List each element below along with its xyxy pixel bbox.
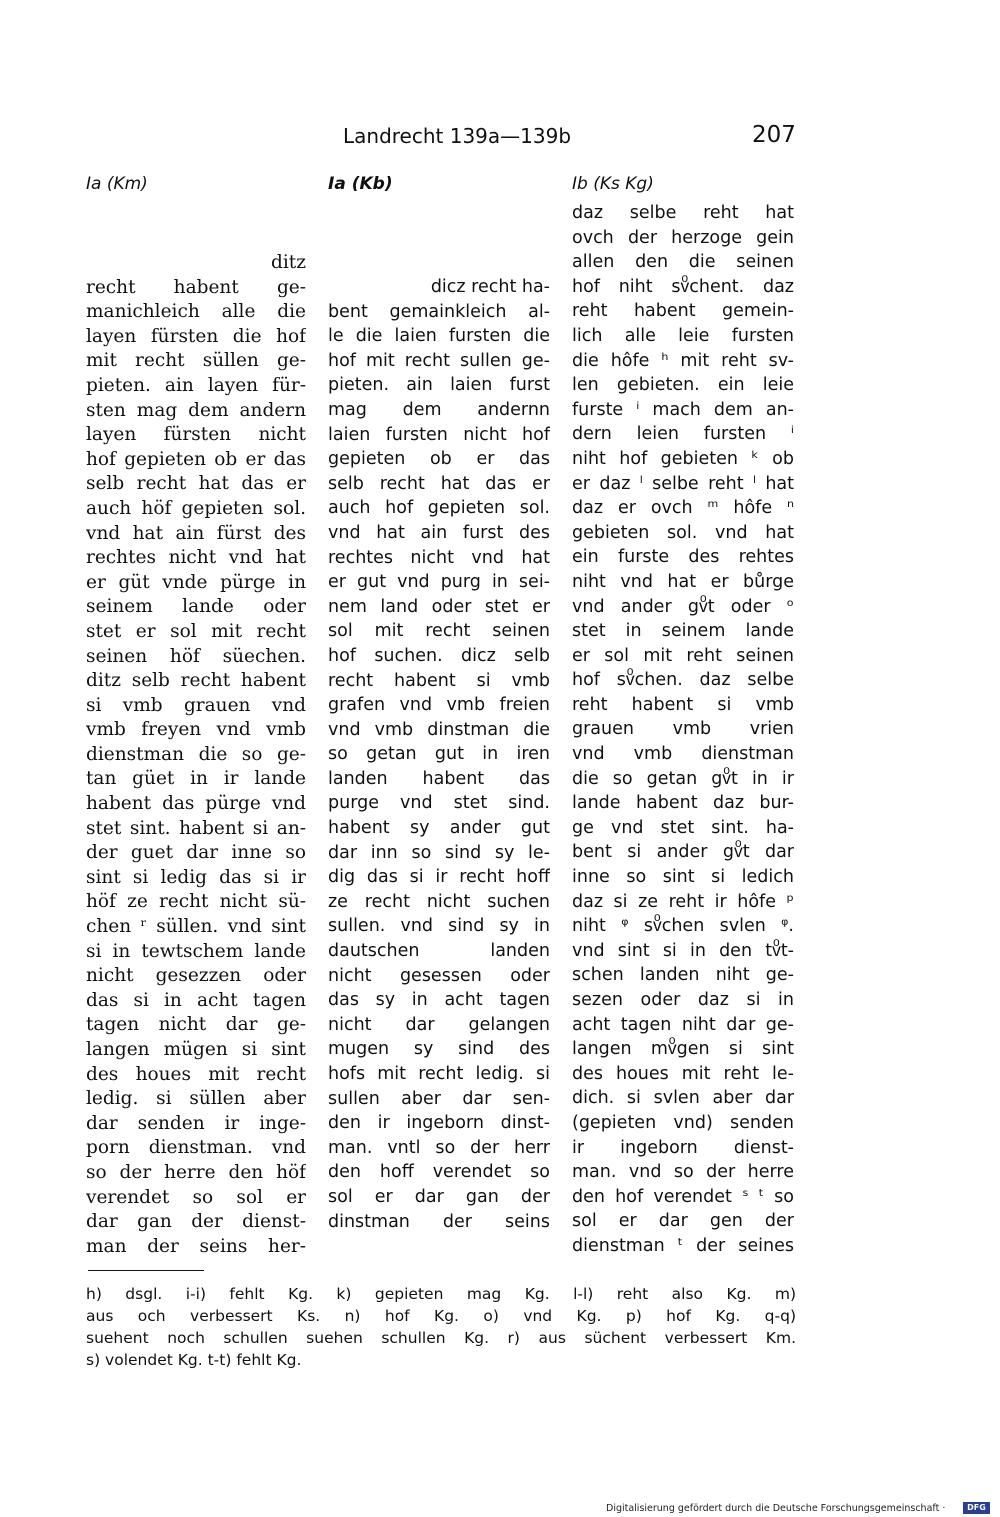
text-line: mag dem andernn: [328, 399, 550, 420]
text-line: bent gemainkleich al-: [328, 301, 550, 322]
text-line: dig das si ir recht hoff: [328, 867, 550, 888]
text-line: sol mit recht seinen: [328, 621, 550, 642]
text-line: dar inn so sind sy le-: [328, 842, 550, 863]
text-column-ia-km: [86, 251, 306, 1259]
text-line: furste ⁱ mach dem an-: [572, 399, 794, 420]
text-line: dicz recht ha-: [430, 277, 550, 297]
text-line: porn dienstman. vnd: [86, 1137, 306, 1159]
text-line: sint si ledig das si ir: [86, 866, 306, 888]
text-line: chen ʳ süllen. vnd sint: [86, 916, 306, 938]
column-heading-ib-ks-kg: Ib (Ks Kg): [572, 174, 654, 194]
text-line: inne so sint si ledich: [572, 867, 794, 888]
text-line: man. vnd so der herre: [572, 1162, 794, 1183]
text-line: len gebieten. ein leie: [572, 375, 794, 396]
text-line: layen fürsten nicht: [86, 424, 306, 446]
running-header: Landrecht 139a—139b: [343, 124, 572, 148]
text-line: grauen vmb vrien: [572, 719, 794, 740]
text-line: ir ingeborn dienst-: [572, 1137, 794, 1158]
text-line: verendet so sol er: [86, 1186, 306, 1208]
text-line: vnd hat ain furst des: [328, 522, 550, 543]
text-line: daz si ze reht ir hôfe ᵖ: [572, 891, 794, 912]
text-line: er gut vnd purg in sei-: [328, 572, 550, 593]
text-line: dautschen landen: [328, 941, 550, 962]
text-line: tagen nicht dar ge-: [86, 1014, 306, 1036]
text-line: sullen aber dar sen-: [328, 1088, 550, 1109]
text-line: vnd vmb dienstman: [572, 744, 794, 765]
text-line: reht habent gemein-: [572, 301, 794, 322]
text-line: dar gan der dienst-: [86, 1211, 306, 1233]
text-line: dich. si svlen aber dar: [572, 1088, 794, 1109]
text-line: nicht gesezzen oder: [86, 965, 306, 987]
dfg-logo: DFG: [963, 1502, 990, 1514]
text-line: dern leien fursten ⁱ: [572, 424, 794, 445]
text-column-ia-kb: [328, 275, 550, 1234]
text-line: die so getan gvͦt in ir: [572, 768, 794, 789]
text-line: vnd vmb dinstman die: [328, 719, 550, 740]
footnote-line: h) dsgl. i-i) fehlt Kg. k) gepieten mag Kg. l-l) reht also Kg. m): [86, 1285, 796, 1303]
text-line: dienstman die so ge-: [86, 743, 306, 765]
text-line: höf ze recht nicht sü-: [86, 891, 306, 913]
text-line: acht tagen niht dar ge-: [572, 1014, 794, 1035]
text-line: vmb freyen vnd vmb: [86, 719, 306, 741]
text-line: nem land oder stet er: [328, 596, 550, 617]
text-line: ditz selb recht habent: [86, 670, 306, 692]
text-line: hof gepieten ob er das: [86, 448, 306, 470]
text-line: tan güet in ir lande: [86, 768, 306, 790]
text-line: vnd sint si in den tvͦt-: [572, 940, 794, 961]
text-line: rechtes nicht vnd hat: [86, 547, 306, 569]
text-line: niht vnd hat er bůrge: [572, 571, 794, 592]
text-line: manichleich alle die: [86, 301, 306, 323]
text-line: grafen vnd vmb freien: [328, 695, 550, 716]
text-line: nicht dar gelangen: [328, 1014, 550, 1035]
text-line: hof svͦchen. daz selbe: [572, 670, 794, 691]
text-line: hof niht svͦchent. daz: [572, 276, 794, 297]
text-line: niht ᵠ svͦchen svlen ᵠ.: [572, 916, 794, 937]
text-line: selb recht hat das er: [86, 473, 306, 495]
text-line: seinem lande oder: [86, 596, 306, 618]
text-line: dar senden ir inge-: [86, 1112, 306, 1134]
footnotes: [86, 1283, 796, 1371]
text-line: daz er ovch ᵐ hôfe ⁿ: [572, 498, 794, 519]
text-line: gebieten sol. vnd hat: [572, 522, 794, 543]
text-line: des houes mit reht le-: [572, 1063, 794, 1084]
text-line: ze recht nicht suchen: [328, 891, 550, 912]
text-line: man der seins her-: [86, 1235, 306, 1257]
text-line: ditz: [271, 252, 306, 273]
text-line: so getan gut in iren: [328, 744, 550, 765]
text-line: stet in seinem lande: [572, 621, 794, 642]
text-line: lich alle leie fursten: [572, 325, 794, 346]
text-line: allen den die seinen: [572, 252, 794, 273]
text-line: bent si ander gvͦt dar: [572, 842, 794, 863]
text-line: mit recht süllen ge-: [86, 350, 306, 372]
text-line: sol er dar gen der: [572, 1211, 794, 1232]
text-line: schen landen niht ge-: [572, 965, 794, 986]
text-line: le die laien fursten die: [328, 326, 550, 347]
column-heading-ia-km: Ia (Km): [86, 174, 148, 194]
footnote-line: aus och verbessert Ks. n) hof Kg. o) vnd Kg. p) hof Kg. q-q): [86, 1307, 796, 1325]
footnote-rule: [88, 1270, 204, 1271]
text-line: selb recht hat das er: [328, 473, 550, 494]
text-line: sten mag dem andern: [86, 399, 306, 421]
text-line: si in tewtschem lande: [86, 940, 306, 962]
text-line: so der herre den höf: [86, 1161, 306, 1183]
text-line: pieten. ain layen für-: [86, 374, 306, 396]
text-line: daz selbe reht hat: [572, 203, 794, 223]
text-line: si vmb grauen vnd: [86, 694, 306, 716]
text-line: er daz ˡ selbe reht ˡ hat: [572, 473, 794, 494]
text-line: purge vnd stet sind.: [328, 793, 550, 814]
text-line: man. vntl so der herr: [328, 1137, 550, 1158]
footnote-line: suehent noch schullen suehen schullen Kg. r) aus süchent verbessert Km.: [86, 1329, 796, 1347]
text-column-ib-ks-kg: [572, 201, 794, 1259]
footnote-line: s) volendet Kg. t-t) fehlt Kg.: [86, 1351, 302, 1369]
text-line: ovch der herzoge gein: [572, 227, 794, 248]
text-line: mugen sy sind des: [328, 1039, 550, 1060]
text-line: den ir ingeborn dinst-: [328, 1113, 550, 1134]
text-line: gepieten ob er das: [328, 449, 550, 470]
text-line: (gepieten vnd) senden: [572, 1112, 794, 1133]
digitization-credit: Digitalisierung gefördert durch die Deutsche Forschungsgemeinschaft ·: [606, 1503, 946, 1514]
text-line: rechtes nicht vnd hat: [328, 547, 550, 568]
text-line: ein furste des rehtes: [572, 547, 794, 568]
text-line: reht habent si vmb: [572, 694, 794, 715]
text-line: des houes mit recht: [86, 1063, 306, 1085]
text-line: langen mvͦgen si sint: [572, 1039, 794, 1060]
text-line: sol er dar gan der: [328, 1186, 550, 1207]
text-line: landen habent das: [328, 768, 550, 789]
text-line: stet er sol mit recht: [86, 620, 306, 642]
column-heading-ia-kb: Ia (Kb): [328, 174, 393, 194]
text-line: langen mügen si sint: [86, 1039, 306, 1060]
text-line: sezen oder daz si in: [572, 990, 794, 1010]
text-line: das sy in acht tagen: [328, 990, 550, 1011]
text-line: recht habent si vmb: [328, 670, 550, 691]
text-line: nicht gesessen oder: [328, 965, 550, 986]
text-line: den hof verendet ˢ ᵗ so: [572, 1186, 794, 1207]
text-line: lande habent daz bur-: [572, 793, 794, 814]
text-line: recht habent ge-: [86, 276, 306, 298]
text-line: er güt vnde pürge in: [86, 571, 306, 593]
text-line: ge vnd stet sint. ha-: [572, 817, 794, 838]
text-line: er sol mit reht seinen: [572, 645, 794, 666]
text-line: layen fürsten die hof: [86, 325, 306, 347]
text-line: niht hof gebieten ᵏ ob: [572, 448, 794, 469]
text-line: vnd ander gvͦt oder ᵒ: [572, 596, 794, 617]
text-line: habent sy ander gut: [328, 818, 550, 839]
page-number: 207: [752, 122, 796, 148]
text-line: hofs mit recht ledig. si: [328, 1064, 550, 1084]
text-line: stet sint. habent si an-: [86, 817, 306, 839]
text-line: sullen. vnd sind sy in: [328, 916, 550, 937]
text-line: seinen höf süechen.: [86, 645, 306, 667]
text-line: das si in acht tagen: [86, 989, 306, 1011]
text-line: auch hof gepieten sol.: [328, 498, 550, 519]
text-line: pieten. ain laien furst: [328, 375, 550, 396]
text-line: hof mit recht sullen ge-: [328, 350, 550, 371]
text-line: laien fursten nicht hof: [328, 424, 550, 445]
text-line: ledig. si süllen aber: [86, 1088, 306, 1110]
text-line: hof suchen. dicz selb: [328, 645, 550, 666]
text-line: habent das pürge vnd: [86, 793, 306, 815]
text-line: der guet dar inne so: [86, 842, 306, 864]
text-line: dienstman ᵗ der seines: [572, 1235, 794, 1256]
text-line: den hoff verendet so: [328, 1162, 550, 1183]
text-line: vnd hat ain fürst des: [86, 522, 306, 544]
text-line: die hôfe ʰ mit reht sv-: [572, 350, 794, 371]
text-line: auch höf gepieten sol.: [86, 497, 306, 519]
text-line: dinstman der seins: [328, 1211, 550, 1232]
